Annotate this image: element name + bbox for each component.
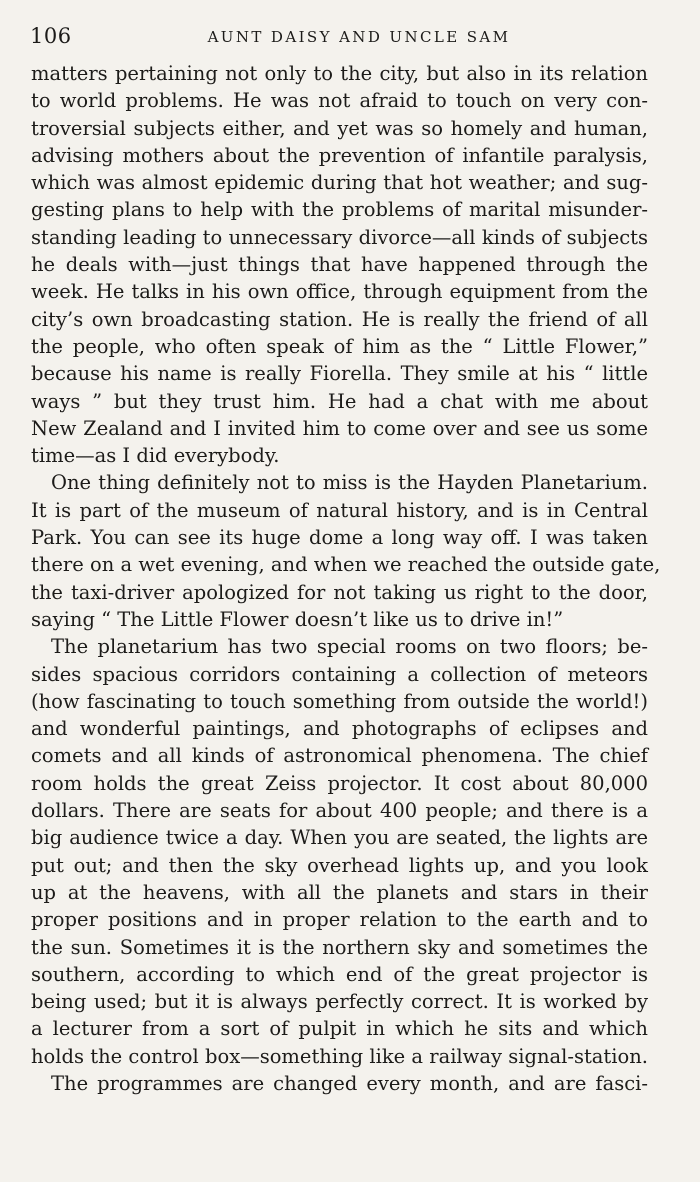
text-line: being used; but it is always perfectly correct. It is worked by — [31, 990, 648, 1014]
text-line: because his name is really Fiorella. They smile at his “ little — [31, 362, 648, 386]
text-line: (how fascinating to touch something from outside the world!) — [31, 689, 648, 713]
text-line: which was almost epidemic during that hot weather; and sug- — [31, 171, 648, 195]
text-line: room holds the great Zeiss projector. It cost about 80,000 — [31, 771, 648, 795]
text-line: It is part of the museum of natural history, and is in Central — [31, 498, 648, 522]
text-line: proper positions and in proper relation to the earth and to — [31, 908, 648, 932]
text-line: southern, according to which end of the great projector is — [31, 962, 648, 986]
text-line: holds the control box—something like a railway signal-station. — [31, 1044, 648, 1068]
text-line: he deals with—just things that have happened through the — [31, 253, 648, 277]
text-line: ways ” but they trust him. He had a chat with me about — [31, 389, 648, 413]
text-line: the taxi-driver apologized for not taking us right to the door, — [31, 580, 648, 604]
page-number: 106 — [30, 24, 72, 48]
paragraph-end-line: time—as I did everybody. — [31, 444, 280, 468]
text-line: gesting plans to help with the problems of marital misunder- — [31, 198, 648, 222]
body-text — [31, 60, 661, 1097]
text-line: there on a wet evening, and when we reached the outside gate, — [31, 553, 661, 577]
text-line: a lecturer from a sort of pulpit in which he sits and which — [31, 1017, 648, 1041]
text-line: Park. You can see its huge dome a long way off. I was taken — [31, 526, 648, 550]
text-line: city’s own broadcasting station. He is really the friend of all — [31, 307, 648, 331]
text-line: week. He talks in his own office, through equipment from the — [31, 280, 648, 304]
text-line: comets and all kinds of astronomical phenomena. The chief — [31, 744, 648, 768]
text-line: put out; and then the sky overhead lights up, and you look — [31, 853, 648, 877]
paragraph-end-line: saying “ The Little Flower doesn’t like us to drive in!” — [31, 607, 564, 631]
running-title: AUNT DAISY AND UNCLE SAM — [207, 28, 511, 46]
text-line: standing leading to unnecessary divorce—all kinds of subjects — [31, 225, 648, 249]
running-head — [30, 24, 648, 52]
text-line: up at the heavens, with all the planets and stars in their — [31, 880, 648, 904]
text-line: the sun. Sometimes it is the northern sky and sometimes the — [31, 935, 648, 959]
paragraph-first-line: The planetarium has two special rooms on two floors; be- — [51, 635, 648, 659]
text-line: troversial subjects either, and yet was so homely and human, — [31, 116, 648, 140]
text-line: advising mothers about the prevention of infantile paralysis, — [31, 143, 648, 167]
paragraph-first-line: The programmes are changed every month, and are fasci- — [51, 1071, 648, 1095]
paragraph-first-line: One thing definitely not to miss is the Hayden Planetarium. — [51, 471, 648, 495]
text-line: the people, who often speak of him as the “ Little Flower,” — [31, 334, 648, 358]
text-line: dollars. There are seats for about 400 people; and there is a — [31, 799, 648, 823]
text-line: New Zealand and I invited him to come over and see us some — [31, 416, 648, 440]
text-line: and wonderful paintings, and photographs of eclipses and — [31, 717, 648, 741]
text-line: matters pertaining not only to the city, but also in its relation — [31, 62, 648, 85]
text-line: sides spacious corridors containing a collection of meteors — [31, 662, 648, 686]
text-line: to world problems. He was not afraid to touch on very con- — [31, 89, 648, 113]
text-line: big audience twice a day. When you are seated, the lights are — [31, 826, 648, 850]
